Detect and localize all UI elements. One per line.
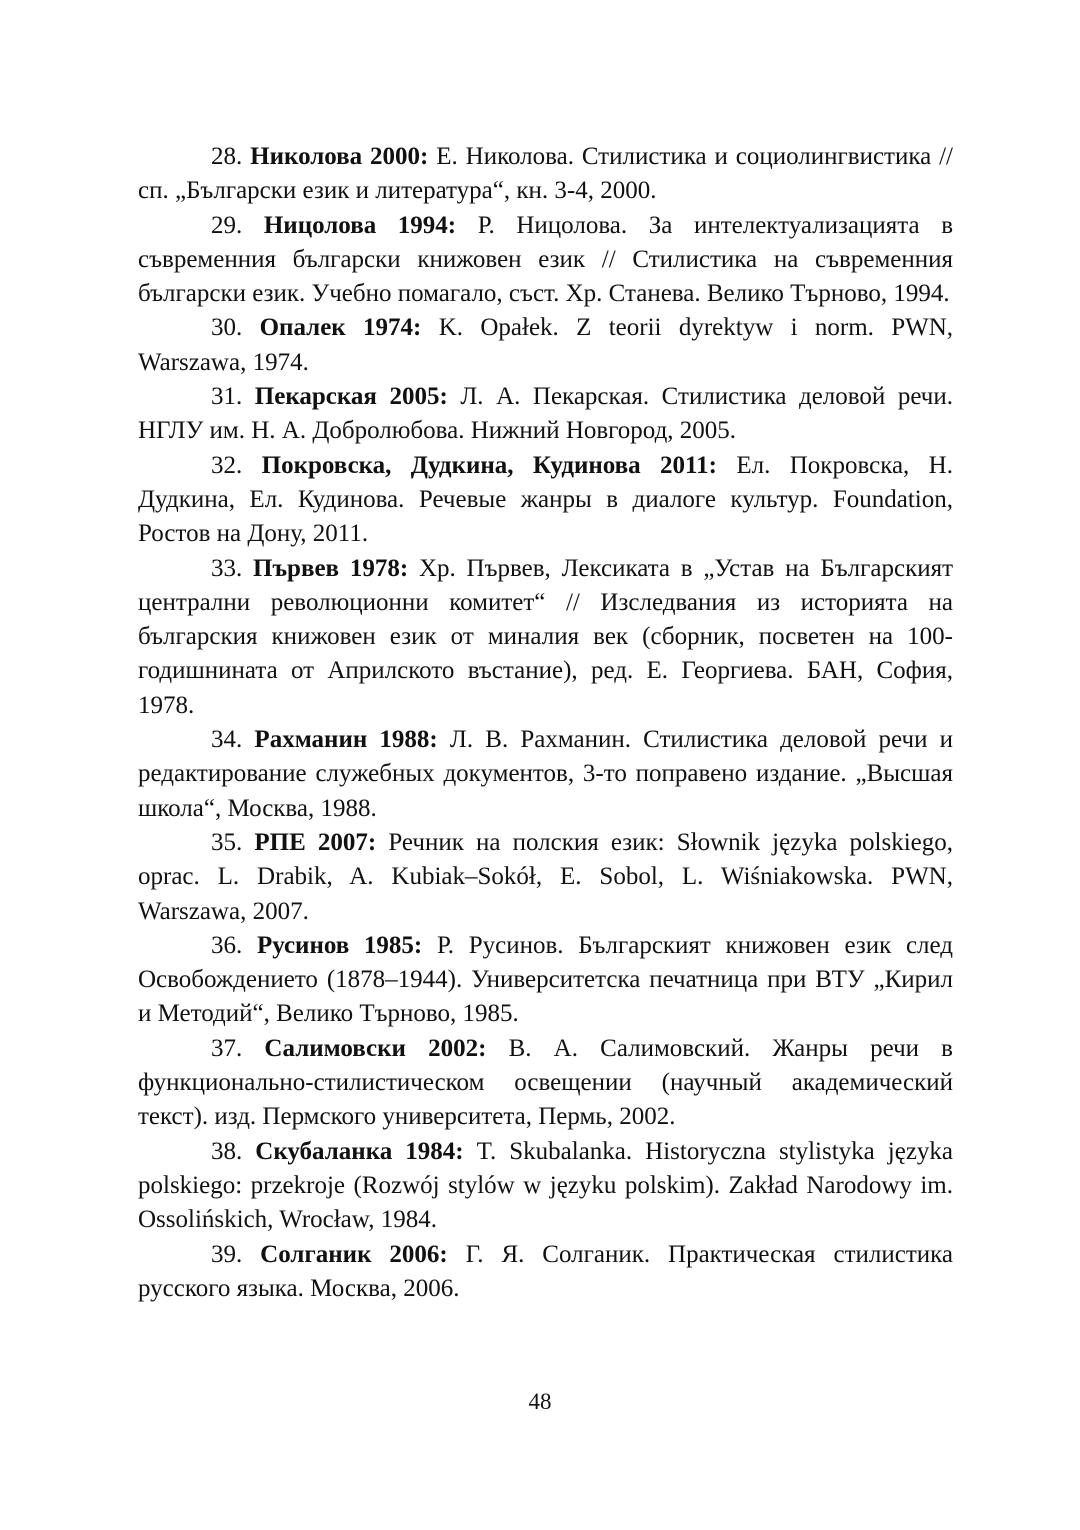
entry-text: Е. Николова. Стилистика и социолингвистика // сп. „Български език и литература“, кн. 3-4, 2000.: [138, 143, 953, 205]
bibliography-entry-35: [138, 826, 953, 929]
bibliography-entry-36: [138, 929, 953, 1032]
entry-number: 30.: [211, 314, 243, 342]
entry-number: 36.: [211, 931, 243, 959]
entry-key: Покровска, Дудкина, Кудинова 2011:: [261, 451, 717, 479]
entry-text: Л. А. Пекарская. Стилистика деловой речи. НГЛУ им. Н. А. Добролюбова. Нижний Новгород, 2005.: [138, 383, 954, 445]
entry-text: T. Skubalanka. Historyczna stylistyka języka polskiego: przekroje (Rozwój stylów w języku polskim). Zakład Narodowy im. Ossolińskich, Wrocław, 1984.: [138, 1137, 954, 1234]
entry-text: Хр. Първев, Лексиката в „Устав на Българският централни революционни комитет“ // Изследвания из историята на българския книжовен език от миналия век (сборник, посветен на 100-годишнината от Априлското въстание), ред. Е. Георгиева. БАН, София, 1978.: [138, 554, 954, 719]
entry-text: Ел. Покровска, Н. Дудкина, Ел. Кудинова. Речевые жанры в диалоге культур. Foundation, Ростов на Дону, 2011.: [138, 451, 953, 548]
entry-key: Скубаланка 1984:: [255, 1137, 464, 1165]
page-number: 48: [528, 1389, 552, 1414]
entry-text: Р. Ницолова. За интелектуализацията в съвременния български книжовен език // Стилистика на съвременния български език. Учебно помагало, съст. Хр. Станева. Велико Търново, 1994.: [138, 211, 954, 308]
entry-key: Пекарская 2005:: [254, 383, 448, 411]
bibliography-entry-28: [138, 140, 953, 209]
bibliography-entry-39: [138, 1238, 953, 1307]
entry-key: Салимовски 2002:: [264, 1034, 487, 1062]
entry-key: Николова 2000:: [250, 143, 429, 170]
entry-text: K. Opałek. Z teorii dyrektyw i norm. PWN, Warszawa, 1974.: [138, 314, 954, 376]
entry-key: Солганик 2006:: [260, 1240, 448, 1268]
bibliography-entry-34: [138, 723, 953, 826]
entry-number: 32.: [211, 451, 243, 479]
entry-text: Р. Русинов. Българският книжовен език след Освобождението (1878–1944). Университетска печатница при ВТУ „Кирил и Методий“, Велико Търново, 1985.: [138, 931, 953, 1028]
entry-number: 37.: [211, 1034, 243, 1062]
bibliography-entry-29: [138, 209, 953, 312]
bibliography-entry-33: [138, 552, 953, 723]
entry-text: Речник на полския език: Słownik języka polskiego, oprac. L. Drabik, A. Kubiak–Sokół, E. Sobol, L. Wiśniakowska. PWN, Warszawa, 2007.: [138, 828, 954, 925]
entry-number: 34.: [211, 726, 243, 754]
entry-text: Г. Я. Солганик. Практическая стилистика русского языка. Москва, 2006.: [138, 1240, 953, 1302]
entry-number: 33.: [211, 554, 243, 582]
bibliography-entry-30: [138, 311, 953, 380]
entry-key: Първев 1978:: [253, 554, 409, 582]
entry-number: 29.: [211, 211, 243, 239]
entry-number: 31.: [211, 383, 243, 411]
entry-key: Опалек 1974:: [259, 314, 422, 342]
entry-key: Русинов 1985:: [256, 931, 423, 959]
bibliography-entry-32: [138, 449, 953, 552]
entry-number: 39.: [211, 1240, 243, 1268]
entry-text: Л. В. Рахманин. Стилистика деловой речи и редактирование служебных документов, 3-то поправено издание. „Высшая школа“, Москва, 1988.: [138, 726, 954, 822]
entry-number: 28.: [211, 143, 243, 170]
bibliography-entry-38: [138, 1135, 953, 1238]
entry-key: Ницолова 1994:: [263, 211, 457, 239]
entry-key: РПЕ 2007:: [254, 828, 377, 856]
entry-text: В. А. Салимовский. Жанры речи в функционально-стилистическом освещении (научный академический текст). изд. Пермского университета, Пермь, 2002.: [138, 1034, 953, 1131]
bibliography-entry-31: [138, 380, 953, 449]
bibliography-list: [138, 140, 953, 1306]
entry-number: 38.: [211, 1137, 243, 1165]
entry-number: 35.: [211, 828, 243, 856]
bibliography-entry-37: [138, 1032, 953, 1135]
entry-key: Рахманин 1988:: [254, 726, 438, 754]
